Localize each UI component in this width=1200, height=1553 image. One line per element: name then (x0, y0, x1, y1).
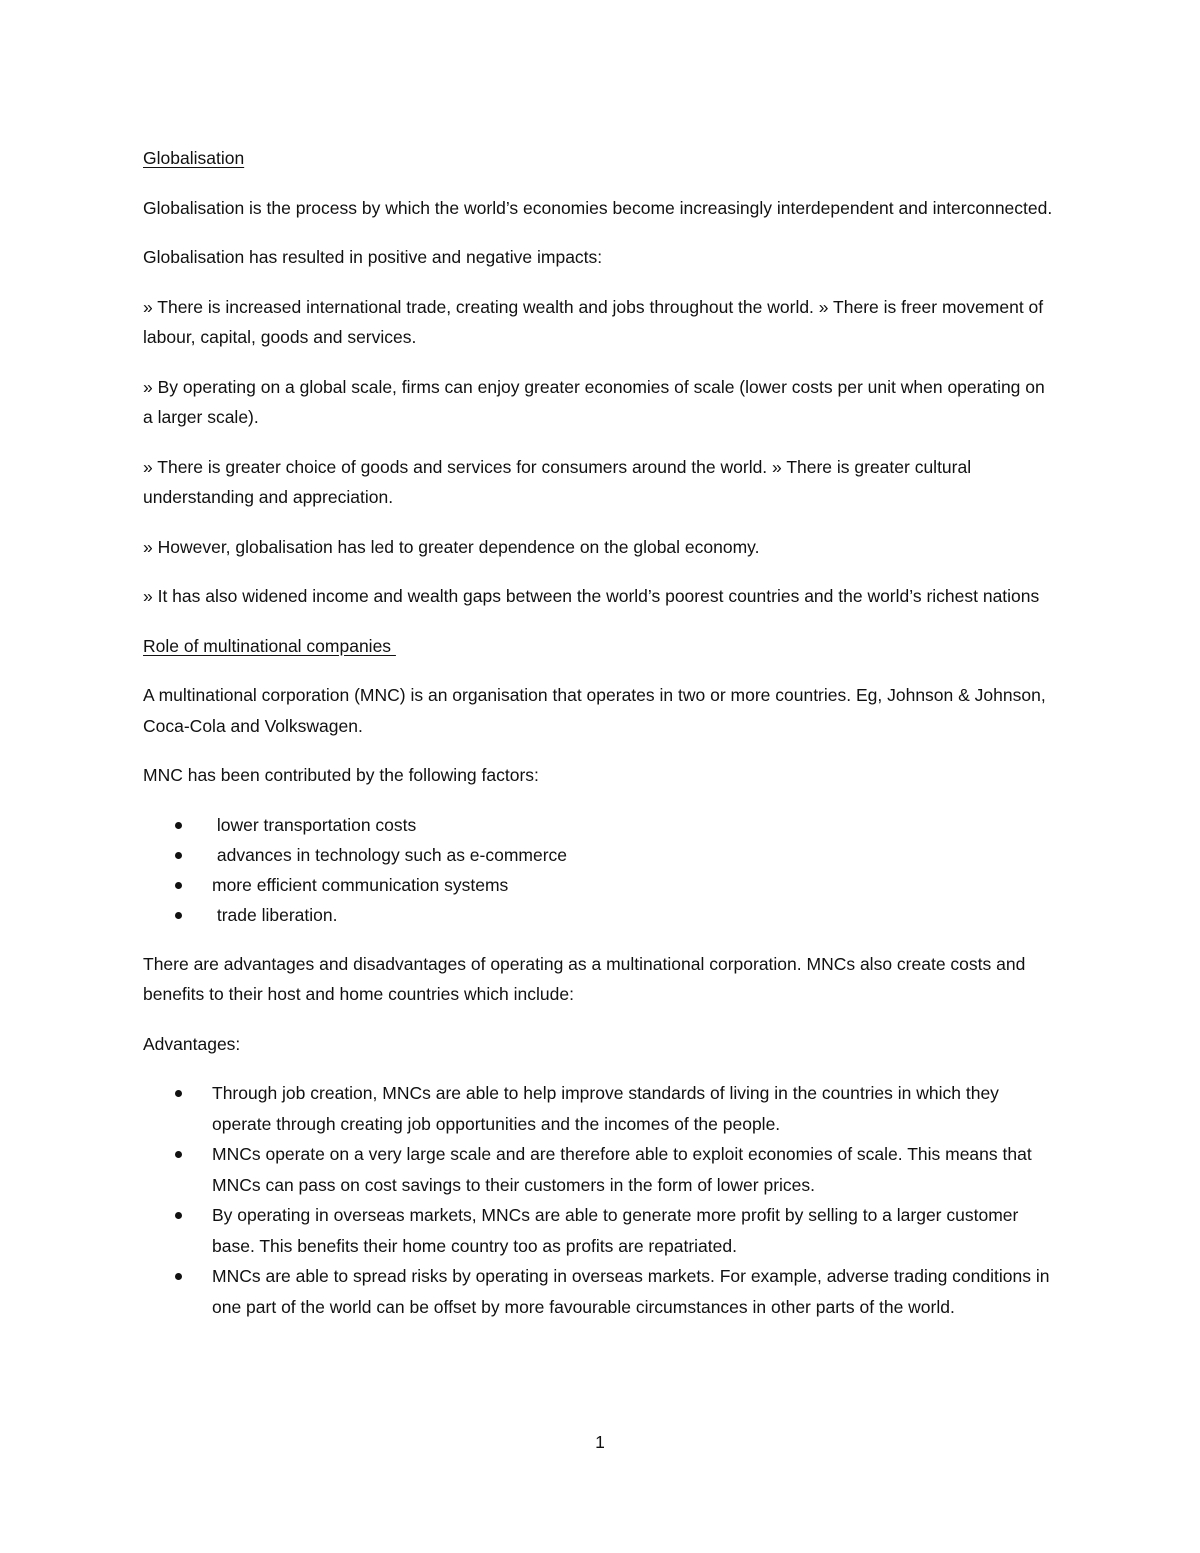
list-item (143, 810, 1053, 840)
list-item (143, 840, 1053, 870)
list-item (143, 1139, 1053, 1200)
impact-paragraph: » There is greater choice of goods and services for consumers around the world. » There is greater cultural understanding and appreciation. (143, 456, 972, 507)
factors-intro: MNC has been contributed by the following factors: (143, 765, 539, 785)
impact-paragraph: » It has also widened income and wealth gaps between the world’s poorest countries and the world’s richest nations (143, 586, 1040, 606)
bullet-icon (175, 852, 182, 859)
impact-paragraph: » By operating on a global scale, firms can enjoy greater economies of scale (lower costs per unit when operating on a larger scale). (143, 376, 1045, 427)
adv-disadv-intro: There are advantages and disadvantages of operating as a multinational corporation. MNCs also create costs and benefits to their host and home countries which include: (143, 953, 1026, 1004)
bullet-icon (175, 1273, 182, 1280)
document-body (143, 143, 1053, 1341)
factor-text: more efficient communication systems (212, 874, 509, 895)
impact-paragraph: » There is increased international trade, creating wealth and jobs throughout the world. » There is freer movement of labour, capital, goods and services. (143, 296, 1044, 347)
list-item (143, 1261, 1053, 1322)
list-item (143, 900, 1053, 930)
bullet-icon (175, 912, 182, 919)
factors-list (143, 810, 1053, 930)
advantage-text: MNCs are able to spread risks by operating in overseas markets. For example, adverse trading conditions in one part of the world can be offset by more favourable circumstances in other parts of the world. (212, 1266, 1050, 1317)
bullet-icon (175, 822, 182, 829)
factor-text: lower transportation costs (212, 814, 417, 835)
document-title: Globalisation (143, 148, 245, 168)
factor-text: advances in technology such as e-commerce (212, 844, 568, 865)
bullet-icon (175, 1090, 182, 1097)
bullet-icon (175, 1151, 182, 1158)
impact-paragraph: » However, globalisation has led to greater dependence on the global economy. (143, 536, 760, 557)
advantages-list (143, 1078, 1053, 1322)
advantages-label: Advantages: (143, 1033, 241, 1054)
mnc-definition-paragraph: A multinational corporation (MNC) is an organisation that operates in two or more countries. Eg, Johnson & Johnson, Coca-Cola and Volkswagen. (143, 685, 1046, 736)
impacts-intro: Globalisation has resulted in positive and negative impacts: (143, 247, 603, 267)
page-number: 1 (595, 1432, 605, 1452)
list-item (143, 1078, 1053, 1139)
bullet-icon (175, 1212, 182, 1219)
advantage-text: By operating in overseas markets, MNCs are able to generate more profit by selling to a larger customer base. This benefits their home country too as profits are repatriated. (212, 1205, 1019, 1256)
advantage-text: MNCs operate on a very large scale and are therefore able to exploit economies of scale. This means that MNCs can pass on cost savings to their customers in the form of lower prices. (212, 1144, 1032, 1195)
definition-paragraph: Globalisation is the process by which the world’s economies become increasingly interdependent and interconnected. (143, 197, 1053, 218)
advantage-text: Through job creation, MNCs are able to help improve standards of living in the countries in which they operate through creating job opportunities and the incomes of the people. (212, 1083, 999, 1134)
list-item (143, 870, 1053, 900)
bullet-icon (175, 882, 182, 889)
section-heading-mnc: Role of multinational companies (143, 635, 396, 656)
list-item (143, 1200, 1053, 1261)
factor-text: trade liberation. (212, 904, 338, 925)
